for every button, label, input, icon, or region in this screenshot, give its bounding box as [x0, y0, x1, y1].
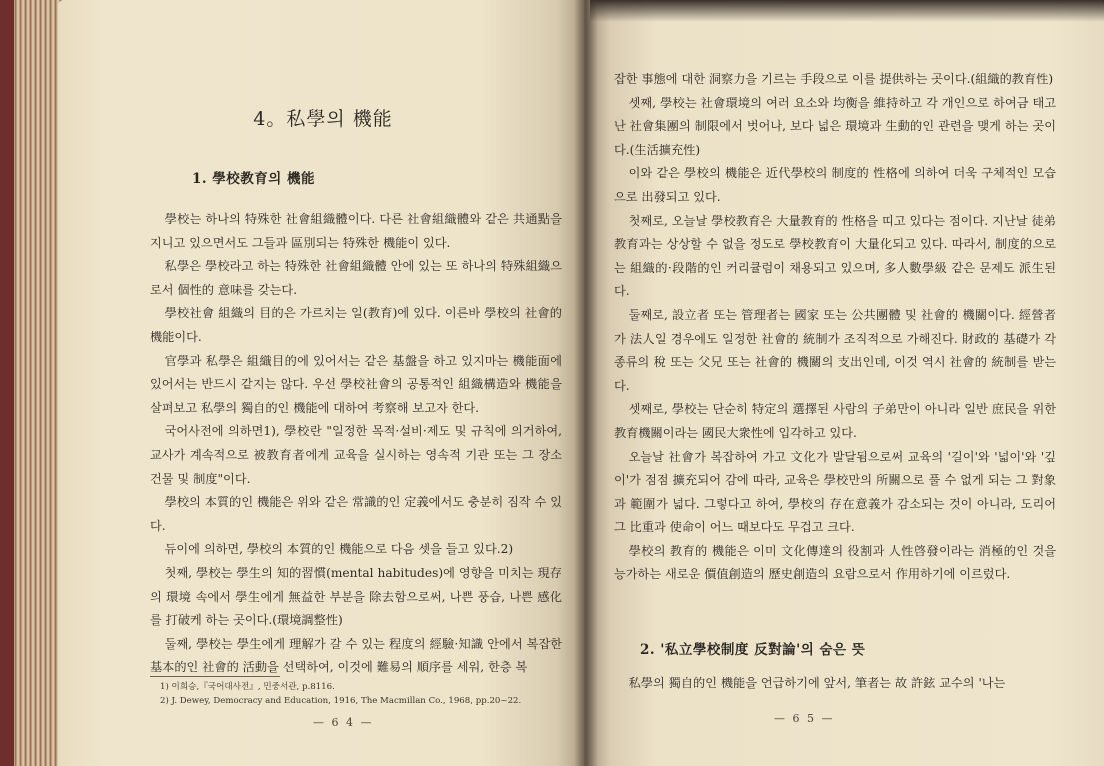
paragraph: 첫째로, 오늘날 學校教育은 大量教育的 性格을 띠고 있다는 점이다. 지난날 徒弟教育과는 상상할 수 없을 정도로 學校教育이 大量化되고 있다. 따라서, 制度的으로는 組織的·段階的인 커리큘럼이 채용되고 있으며, 多人數學級 같은 문제도 派生된다. — [614, 213, 1056, 299]
section-heading-2: 2. '私立學校制度 反對論'의 숨은 뜻 — [640, 642, 866, 658]
right-page — [584, 0, 1104, 766]
paragraph: 듀이에 의하면, 學校의 本質的인 機能으로 다음 셋을 들고 있다.2) — [164, 542, 514, 557]
paragraph: 셋째, 學校는 社會環境의 여러 요소와 均衡을 維持하고 각 개인으로 하여금 태고난 社會集團의 制限에서 벗어나, 보다 넓은 環境과 生動的인 관련을 맺게 하는 곳이다.(生活擴充性) — [614, 95, 1056, 157]
page-number-right: — 6 5 — — [774, 712, 835, 725]
paragraph: 오늘날 社會가 복잡하여 가고 文化가 발달됨으로써 교육의 '길이'와 '넓이'와 '깊이'가 점점 擴充되어 감에 따라, 교육은 學校만의 所關으로 풀 수 없게 되는 그 對象과 範圍가 넓다. 그렇다고 하여, 學校의 存在意義가 감소되는 것이 아니라, 도리어 그 比重과 使命이 어느 때보다도 무겁고 크다. — [614, 449, 1056, 535]
paragraph: 學校는 하나의 特殊한 社會組織體이다. 다른 社會組織體와 같은 共通點을 지니고 있으면서도 그들과 區別되는 特殊한 機能이 있다. — [150, 212, 562, 250]
footnote-rule — [150, 676, 280, 677]
paragraph: 둘째, 學校는 學生에게 理解가 갈 수 있는 程度의 經驗·知識 안에서 복잡한 基本的인 社會的 活動을 선택하여, 이것에 難易의 順序를 세워, 한층 복 — [150, 636, 562, 675]
paragraph: 學校의 本質的인 機能은 위와 같은 常識的인 定義에서도 충분히 짐작 수 있다. — [150, 495, 562, 533]
paragraph: 잡한 事態에 대한 洞察力을 기르는 手段으로 이를 提供하는 곳이다.(組織的教育性) — [614, 72, 1054, 86]
paragraph: 첫째, 學校는 學生의 知的習慣(mental habitudes)에 영향을 미치는 現存의 環境 속에서 學生에게 無益한 부분을 除去함으로써, 나쁜 풍습, 나쁜 感化를 打破케 하는 곳이다.(環境調整性) — [150, 565, 562, 628]
footnotes — [160, 681, 570, 708]
paragraph: 국어사전에 의하면1), 學校란 "일정한 목적·설비·제도 및 규칙에 의거하여, 교사가 계속적으로 被教育者에게 교육을 실시하는 영속적 기관 또는 그 장소 건물 및 制度"이다. — [150, 424, 562, 486]
book-gutter — [574, 0, 598, 766]
left-page — [58, 0, 588, 766]
book-cover — [0, 0, 14, 766]
footnote-1: 1) 이희승,『국어대사전』, 민중서관, p.8116. — [160, 682, 335, 692]
paragraph: 官學과 私學은 組織目的에 있어서는 같은 基盤을 하고 있지마는 機能面에 있어서는 반드시 같지는 않다. 우선 學校社會의 공통적인 組織構造와 機能을 살펴보고 私學의 獨自的인 機能에 대하여 考察해 보고자 한다. — [150, 353, 562, 415]
right-body-text — [614, 68, 1056, 587]
right-last-line — [614, 672, 1056, 696]
paragraph: 이와 같은 學校의 機能은 近代學校의 制度的 性格에 의하여 더욱 구체적인 모습으로 出發되고 있다. — [614, 166, 1056, 204]
paragraph: 學校의 教育的 機能은 이미 文化傳達의 役割과 人性啓發이라는 消極的인 것을 능가하는 새로운 價值創造의 歷史創造의 요람으로서 作用하기에 이르렀다. — [614, 543, 1056, 582]
paragraph: 私學은 學校라고 하는 特殊한 社會組織體 안에 있는 또 하나의 特殊組織으로서 個性的 意味를 갖는다. — [150, 259, 562, 297]
top-shadow — [590, 0, 1104, 22]
section-heading-1: 1. 學校教育의 機能 — [192, 171, 316, 187]
paragraph: 둘째로, 設立者 또는 管理者는 國家 또는 公共團體 및 社會的 機關이다. 經營者가 法人일 경우에도 일정한 社會的 統制가 조직적으로 가해진다. 財政的 基礎가 각종류의 稅 또는 父兄 또는 社會的 機關의 支出인데, 이것 역시 社會的 統制를 받는다. — [614, 307, 1056, 393]
paragraph: 셋째로, 學校는 단순히 特定의 選擇된 사람의 子弟만이 아니라 일반 庶民을 위한 教育機關이라는 國民大衆性에 입각하고 있다. — [614, 402, 1056, 440]
paragraph: 學校社會 組織의 目的은 가르치는 일(教育)에 있다. 이른바 學校의 社會的 機能이다. — [150, 306, 562, 344]
footnote-2: 2) J. Dewey, Democracy and Education, 1916, The Macmillan Co., 1968, pp.20~22. — [160, 695, 522, 706]
left-body-text — [150, 208, 562, 680]
page-number-left: — 6 4 — — [313, 716, 374, 729]
chapter-title: 4。私學의 機能 — [253, 108, 393, 130]
paragraph: 私學의 獨自的인 機能을 언급하기에 앞서, 筆者는 故 許鉉 교수의 '나는 — [628, 676, 1006, 690]
